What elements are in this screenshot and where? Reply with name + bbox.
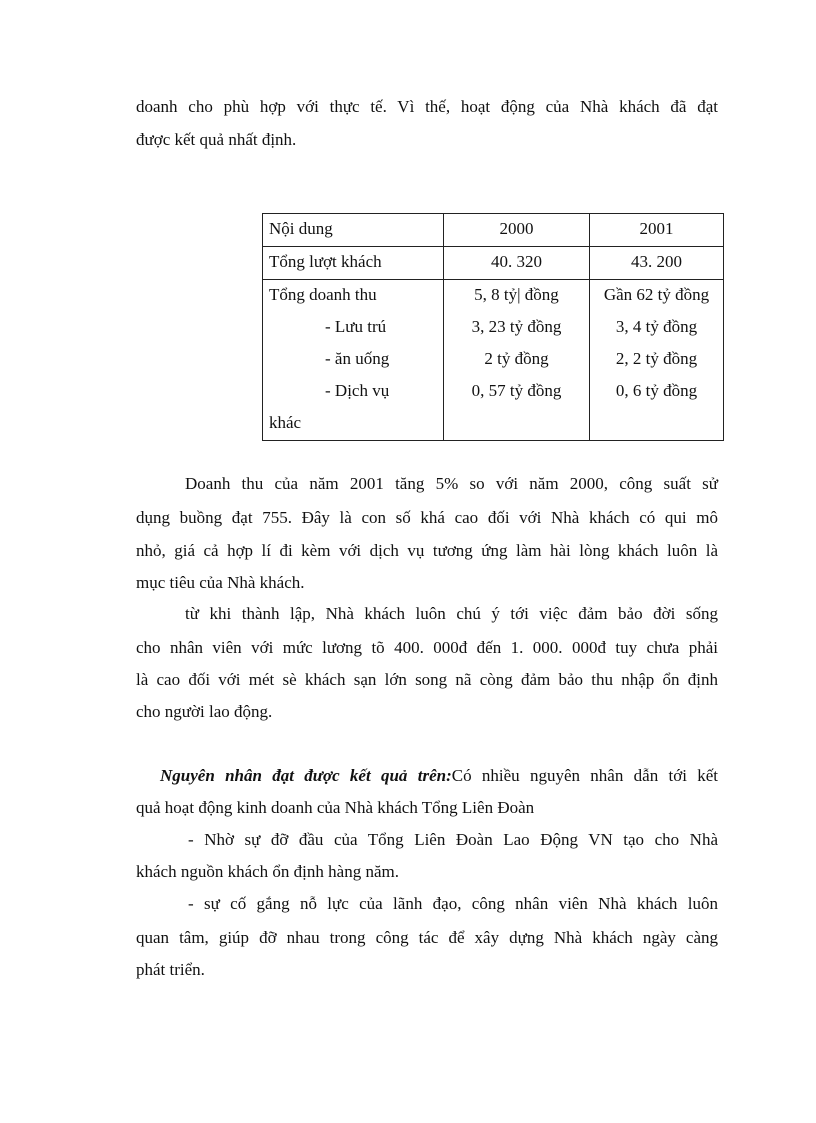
salary-line-2: cho nhân viên với mức lương tõ 400. 000đ đến 1. 000. 000đ tuy chưa phải xyxy=(136,638,718,657)
cause-line-1: Nguyên nhân đạt được kết quả trên:Có nhiều nguyên nhân dẫn tới kết xyxy=(160,766,718,785)
intro-line-2: được kết quả nhất định. xyxy=(136,130,297,149)
revenue-services-label: - Dịch vụ xyxy=(325,381,390,400)
reason2-line-2: quan tâm, giúp đỡ nhau trong công tác để xây dựng Nhà khách ngày càng xyxy=(136,928,718,947)
revenue-lodging-label: - Lưu trú xyxy=(325,317,387,336)
revenue-total-2000: 5, 8 tỷ| đồng xyxy=(474,285,559,304)
revenue-2000 xyxy=(444,280,590,441)
guests-2001: 43. 200 xyxy=(590,247,724,280)
revenue-services-label-cont: khác xyxy=(269,413,302,432)
reason2-line-1: - sự cố gắng nỗ lực của lãnh đạo, công nhân viên Nhà khách luôn xyxy=(188,894,718,913)
revenue-total-label: Tổng doanh thu xyxy=(269,285,377,304)
cause-heading: Nguyên nhân đạt được kết quả trên: xyxy=(160,766,452,785)
salary-line-3: là cao đối với mét sè khách sạn lớn song nã còng đảm bảo thu nhập ổn định xyxy=(136,670,718,689)
reason1-line-2: khách nguồn khách ổn định hàng năm. xyxy=(136,862,399,881)
revenue-lodging-2000: 3, 23 tỷ đồng xyxy=(471,317,562,336)
header-content: Nội dung xyxy=(263,214,444,247)
revenue-line-4: mục tiêu của Nhà khách. xyxy=(136,573,305,592)
reason1-line-1: - Nhờ sự đỡ đầu của Tổng Liên Đoàn Lao Động VN tạo cho Nhà xyxy=(188,830,718,849)
revenue-total-2001: Gần 62 tỷ đồng xyxy=(603,285,710,304)
business-results-table xyxy=(262,213,724,441)
salary-line-4: cho người lao động. xyxy=(136,702,273,721)
salary-line-1: từ khi thành lập, Nhà khách luôn chú ý tới việc đảm bảo đời sống xyxy=(185,604,718,623)
header-2001: 2001 xyxy=(590,214,724,247)
revenue-line-3: nhỏ, giá cả hợp lí đi kèm với dịch vụ tương ứng làm hài lòng khách luôn là xyxy=(136,541,718,560)
revenue-food-2001: 2, 2 tỷ đồng xyxy=(615,349,698,368)
guests-2000: 40. 320 xyxy=(444,247,590,280)
table-row-revenue xyxy=(263,280,724,441)
revenue-services-2000: 0, 57 tỷ đồng xyxy=(471,381,562,400)
intro-line-1: doanh cho phù hợp với thực tế. Vì thế, hoạt động của Nhà khách đã đạt xyxy=(136,97,718,116)
revenue-food-label: - ăn uống xyxy=(325,349,390,368)
revenue-labels xyxy=(263,280,444,441)
revenue-line-2: dụng buồng đạt 755. Đây là con số khá cao đối với Nhà khách có qui mô xyxy=(136,508,718,527)
cause-line-2: quả hoạt động kinh doanh của Nhà khách Tổng Liên Đoàn xyxy=(136,798,535,817)
revenue-line-1: Doanh thu của năm 2001 tăng 5% so với năm 2000, công suất sử xyxy=(185,474,718,493)
revenue-services-2001: 0, 6 tỷ đồng xyxy=(615,381,698,400)
revenue-2001 xyxy=(590,280,724,441)
header-2000: 2000 xyxy=(444,214,590,247)
revenue-lodging-2001: 3, 4 tỷ đồng xyxy=(615,317,698,336)
table-row-guests xyxy=(263,247,724,280)
reason2-line-3: phát triển. xyxy=(136,960,205,979)
guests-label: Tổng lượt khách xyxy=(263,247,444,280)
table-header-row xyxy=(263,214,724,247)
revenue-food-2000: 2 tỷ đồng xyxy=(484,349,549,368)
